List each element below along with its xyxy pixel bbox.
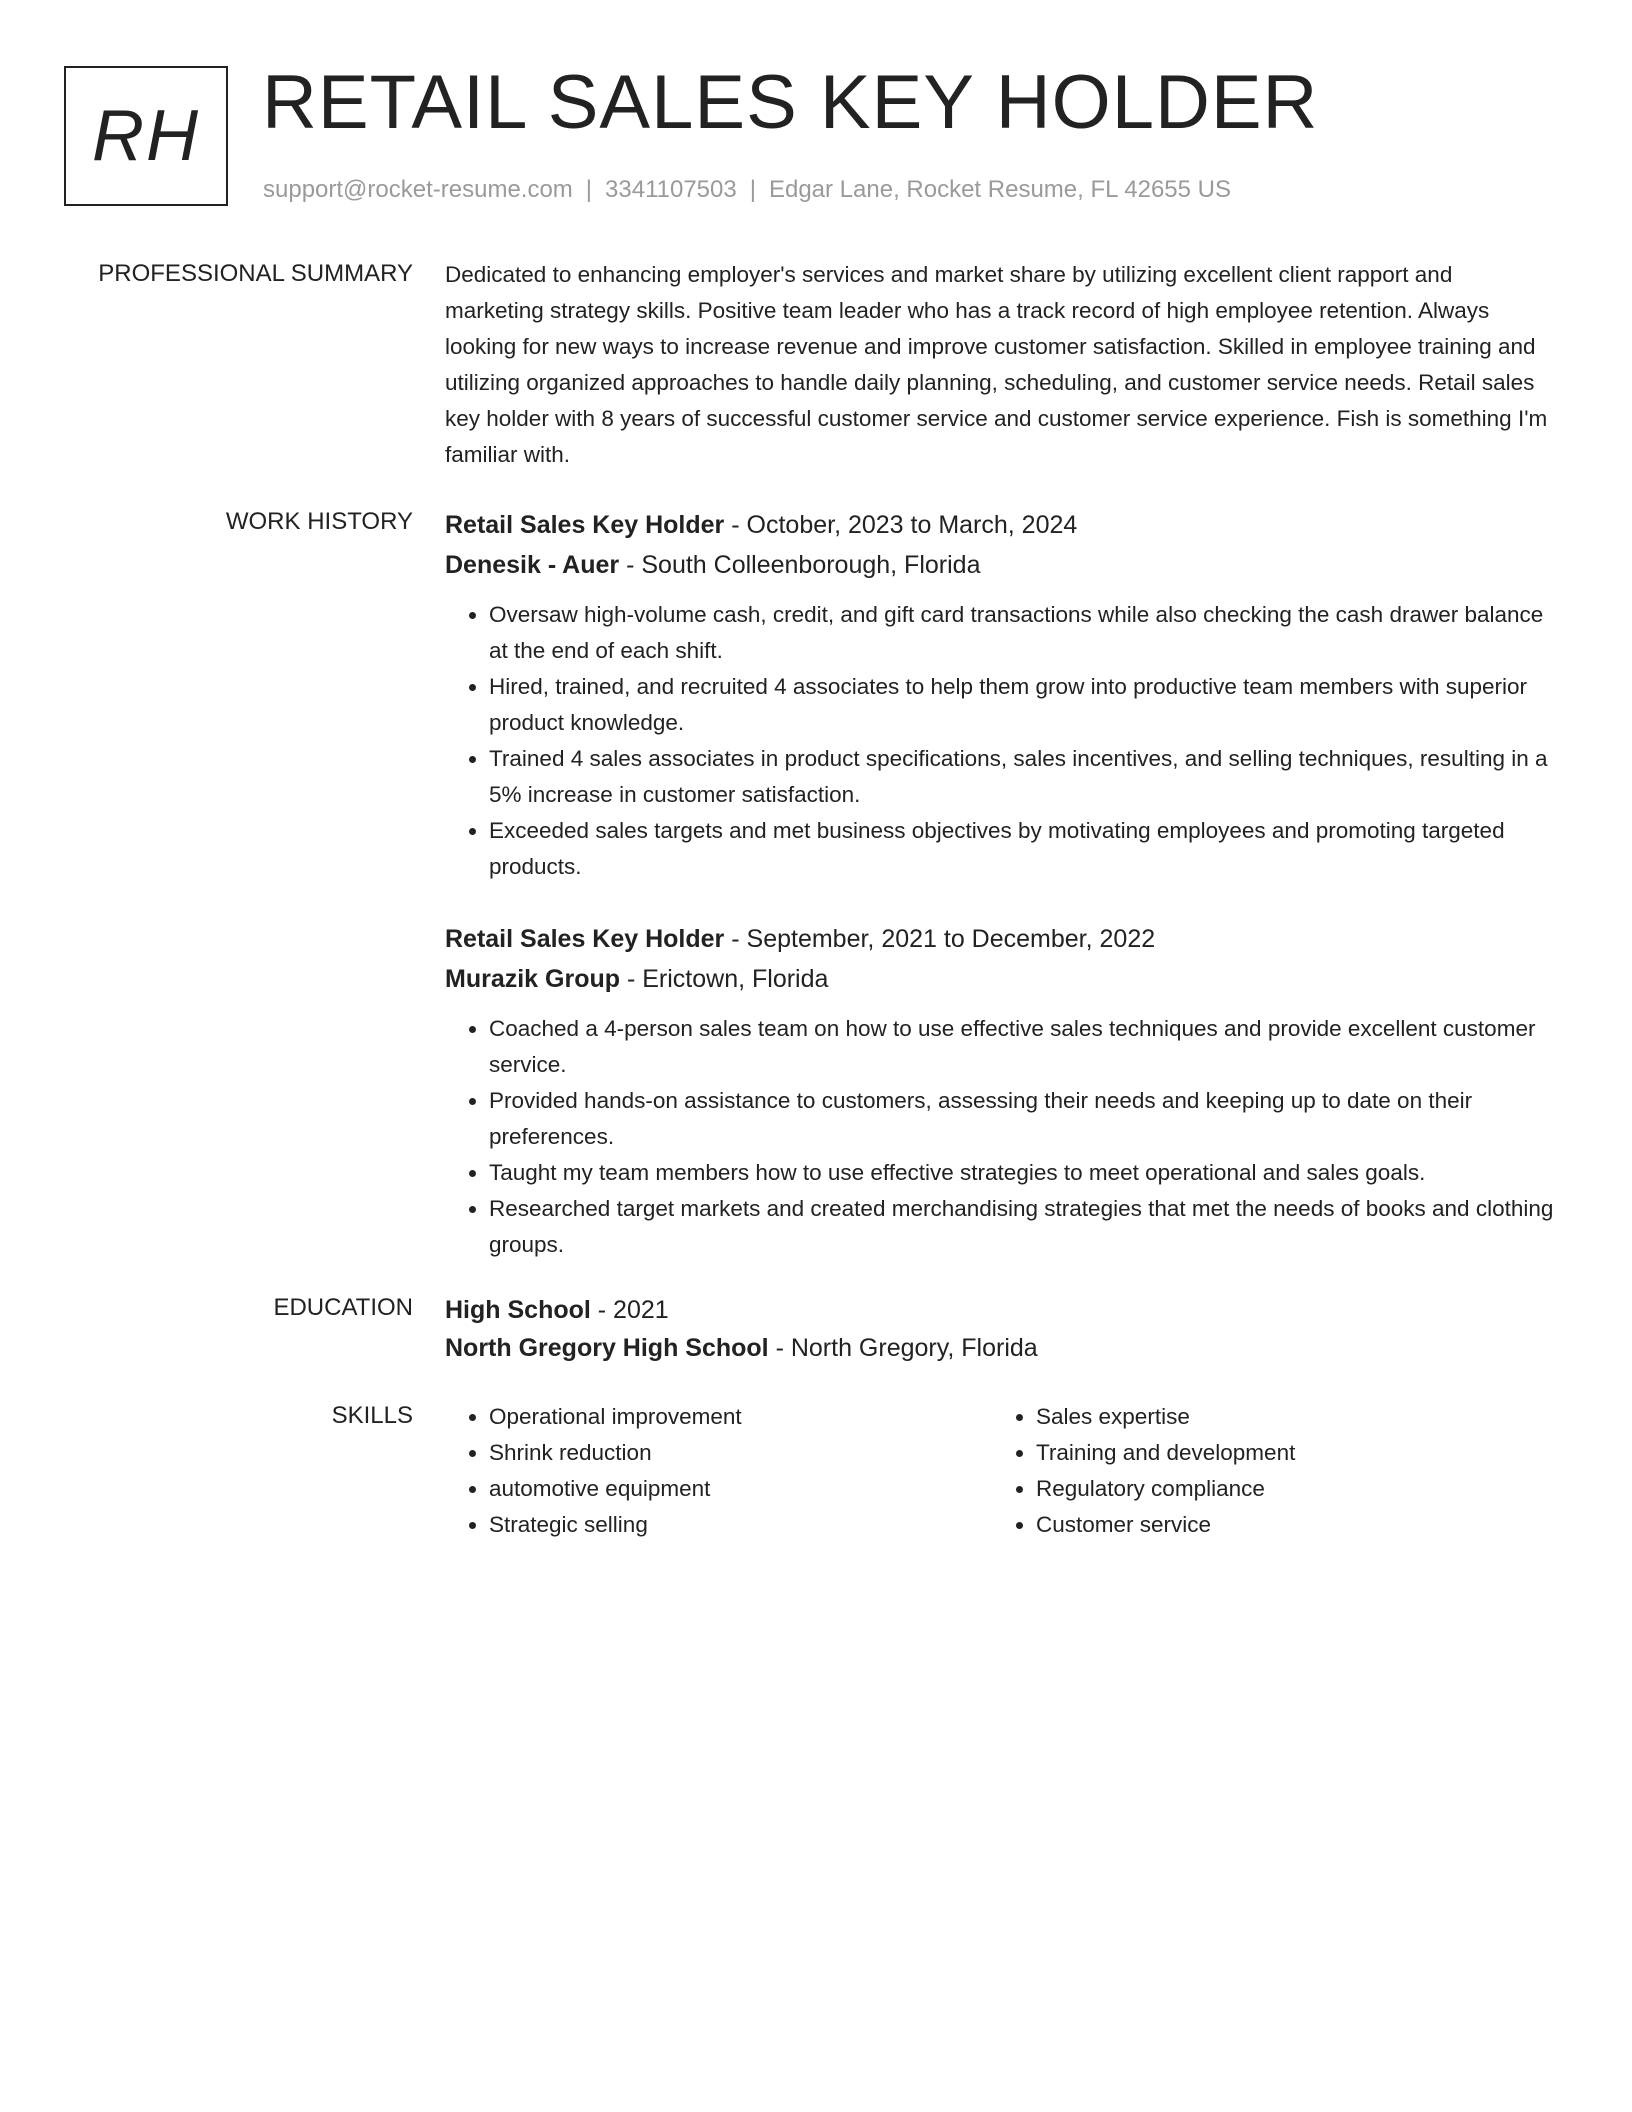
job-role-line bbox=[445, 505, 1555, 545]
contact-line bbox=[263, 175, 1231, 205]
job-bullet: • Provided hands-on assistance to customers, assessing their needs and keeping up to date on their preferences. bbox=[489, 1083, 1555, 1155]
skill-item: • Regulatory compliance bbox=[1036, 1471, 1539, 1507]
job-location: - South Colleenborough, Florida bbox=[626, 551, 981, 579]
job-bullet: • Hired, trained, and recruited 4 associates to help them grow into productive team members with superior product knowledge. bbox=[489, 669, 1555, 741]
contact-email: support@rocket-resume.com bbox=[263, 176, 573, 203]
contact-separator: | bbox=[749, 176, 756, 203]
skill-item: • Strategic selling bbox=[489, 1507, 992, 1543]
skills-list bbox=[445, 1399, 992, 1543]
skills-grid bbox=[445, 1399, 1555, 1543]
job-entry bbox=[445, 919, 1555, 1263]
education-school-line bbox=[445, 1329, 1555, 1367]
job-role: Retail Sales Key Holder bbox=[445, 511, 725, 539]
section-title-education: EDUCATION bbox=[273, 1294, 413, 1321]
job-dates: - October, 2023 to March, 2024 bbox=[731, 511, 1078, 539]
skills-list bbox=[992, 1399, 1539, 1543]
education-degree: High School bbox=[445, 1296, 591, 1324]
job-location: - Erictown, Florida bbox=[626, 965, 829, 993]
job-company: Murazik Group bbox=[445, 965, 621, 993]
section-title-work-history: WORK HISTORY bbox=[225, 508, 413, 535]
monogram-box bbox=[64, 66, 228, 206]
summary-text: Dedicated to enhancing employer's services and market share by utilizing excellent client rapport and marketing strategy skills. Positive team leader who has a track record of high employee retention. Always looking for new ways to increase revenue and improve customer satisfaction. Skilled in employee training and utilizing organized approaches to handle daily planning, scheduling, and customer service needs. Retail sales key holder with 8 years of successful customer service and customer service experience. Fish is something I'm familiar with. bbox=[445, 262, 1548, 467]
job-bullet: • Coached a 4-person sales team on how to use effective sales techniques and provide excellent customer service. bbox=[489, 1011, 1555, 1083]
skill-item: • automotive equipment bbox=[489, 1471, 992, 1507]
skill-item: • Customer service bbox=[1036, 1507, 1539, 1543]
monogram-initials: RH bbox=[92, 96, 200, 176]
job-role: Retail Sales Key Holder bbox=[445, 925, 725, 953]
job-bullet: • Taught my team members how to use effective strategies to meet operational and sales goals. bbox=[489, 1155, 1555, 1191]
skill-item: • Shrink reduction bbox=[489, 1435, 992, 1471]
skill-item: • Sales expertise bbox=[1036, 1399, 1539, 1435]
resume-title: RETAIL SALES KEY HOLDER bbox=[262, 60, 1319, 145]
job-bullet: • Oversaw high-volume cash, credit, and gift card transactions while also checking the cash drawer balance at the end of each shift. bbox=[489, 597, 1555, 669]
education-body bbox=[445, 1291, 1555, 1367]
contact-address: Edgar Lane, Rocket Resume, FL 42655 US bbox=[768, 176, 1232, 203]
job-bullet: • Exceeded sales targets and met business objectives by motivating employees and promoting targeted products. bbox=[489, 813, 1555, 885]
skill-item: • Operational improvement bbox=[489, 1399, 992, 1435]
contact-separator: | bbox=[585, 176, 593, 203]
skill-item: • Training and development bbox=[1036, 1435, 1539, 1471]
education-year: - 2021 bbox=[597, 1296, 669, 1324]
section-title-summary: PROFESSIONAL SUMMARY bbox=[98, 260, 413, 287]
education-degree-line bbox=[445, 1291, 1555, 1329]
education-location: - North Gregory, Florida bbox=[775, 1334, 1038, 1362]
job-entry bbox=[445, 505, 1555, 885]
education-school: North Gregory High School bbox=[445, 1334, 769, 1362]
job-bullets bbox=[445, 1011, 1555, 1263]
skills-column-right bbox=[992, 1399, 1539, 1543]
job-bullet: • Researched target markets and created merchandising strategies that met the needs of books and clothing groups. bbox=[489, 1191, 1555, 1263]
job-bullet: • Trained 4 sales associates in product specifications, sales incentives, and selling techniques, resulting in a 5% increase in customer satisfaction. bbox=[489, 741, 1555, 813]
job-dates: - September, 2021 to December, 2022 bbox=[731, 925, 1156, 953]
contact-phone: 3341107503 bbox=[605, 176, 737, 203]
job-bullets bbox=[445, 597, 1555, 885]
job-company-line bbox=[445, 959, 1555, 999]
job-company: Denesik - Auer bbox=[445, 551, 620, 579]
summary-body bbox=[445, 257, 1555, 473]
work-body bbox=[445, 505, 1555, 1297]
job-role-line bbox=[445, 919, 1555, 959]
section-title-skills: SKILLS bbox=[331, 1402, 413, 1429]
skills-column-left bbox=[445, 1399, 992, 1543]
skills-body bbox=[445, 1399, 1555, 1543]
job-company-line bbox=[445, 545, 1555, 585]
